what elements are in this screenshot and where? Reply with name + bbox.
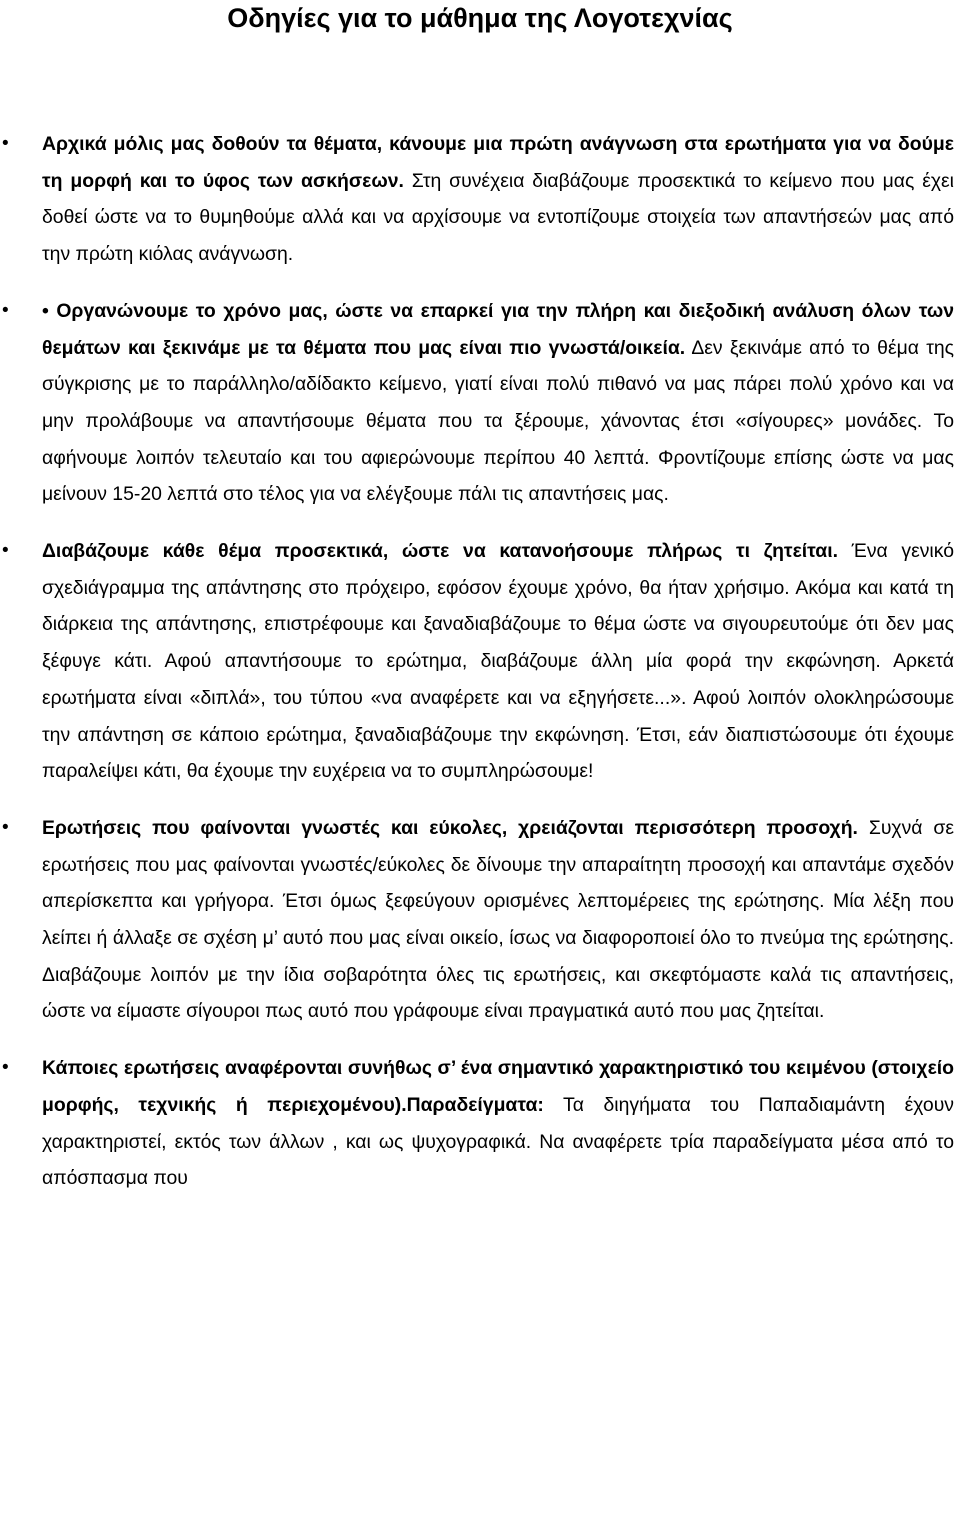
item-body: Συχνά σε ερωτήσεις που μας φαίνονται γνωστές/εύκολες δε δίνουμε την απαραίτητη προσοχή και απαντάμε σχεδόν απερίσκεπτα και γρήγορα. Έτσι όμως ξεφεύγουν ορισμένες λεπτομέρειες της ερώτησης. Μία λέξη που λείπει ή άλλαξε σε σχέση μ’ αυτό που μας είναι οικείο, ίσως να διαφοροποιεί όλο το πνεύμα της ερώτησης. Διαβάζουμε λοιπόν με την ίδια σοβαρότητα όλες τις ερωτήσεις, και σκεφτόμαστε καλά τις απαντήσεις, ώστε να είμαστε σίγουροι πως αυτό που γράφουμε είναι πραγματικά αυτό που μας ζητείται. <box>42 816 955 1023</box>
bullet-icon: • <box>2 1057 9 1079</box>
page-title: Οδηγίες για το μάθημα της Λογοτεχνίας <box>227 3 733 33</box>
list-item <box>0 1050 960 1197</box>
bullet-icon: • <box>2 816 9 838</box>
bullet-icon: • <box>2 299 9 321</box>
item-body: Στη συνέχεια διαβάζουμε προσεκτικά το κείμενο που μας έχει δοθεί ώστε να το θυμηθούμε αλλά και να αρχίσουμε να εντοπίζουμε στοιχεία των απαντήσεών μας από την πρώτη κιόλας ανάγνωση. <box>42 169 954 266</box>
item-body: Δεν ξεκινάμε από το θέμα της σύγκρισης με το παράλληλο/αδίδακτο κείμενο, γιατί είναι πολύ πιθανό να μας πάρει πολύ χρόνο και να μην προλάβουμε να απαντήσουμε θέματα που τα ξέρουμε, χάνοντας έτσι «σίγουρες» μονάδες. Το αφήνουμε λοιπόν τελευταίο και του αφιερώνουμε περίπου 40 λεπτά. Φροντίζουμε επίσης ώστε να μας μείνουν 15-20 λεπτά στο τέλος για να ελέγξουμε πάλι τις απαντήσεις μας. <box>42 336 954 506</box>
item-body: Ένα γενικό σχεδιάγραμμα της απάντησης στο πρόχειρο, εφόσον έχουμε χρόνο, θα ήταν χρήσιμο. Ακόμα και κατά τη διάρκεια της απάντησης, επιστρέφουμε και ξαναδιαβάζουμε το θέμα ώστε να σιγουρευτούμε ότι δεν μας ξέφυγε κάτι. Αφού απαντήσουμε το ερώτημα, διαβάζουμε άλλη μία φορά την εκφώνηση. Αρκετά ερωτήματα είναι «διπλά», του τύπου «να αναφέρετε και να εξηγήσετε...». Αφού λοιπόν ολοκληρώσουμε την απάντηση σε κάποιο ερώτημα, ξαναδιαβάζουμε την εκφώνηση. Έτσι, εάν διαπιστώσουμε ότι έχουμε παραλείψει κάτι, θα έχουμε την ευχέρεια να το συμπληρώσουμε! <box>42 540 954 783</box>
list-item <box>0 293 960 513</box>
list-item <box>0 533 960 790</box>
item-lead-bold: Αρχικά μόλις μας δοθούν τα θέματα, κάνουμε μια πρώτη ανάγνωση στα ερωτήματα για να δούμε τη μορφή και το ύφος των ασκήσεων. <box>42 133 954 192</box>
list-item <box>0 810 960 1030</box>
list-item <box>0 126 960 273</box>
bullet-icon: • <box>2 540 9 562</box>
guidelines-list <box>0 126 960 1197</box>
item-body: Τα διηγήματα του Παπαδιαμάντη έχουν χαρακτηριστεί, εκτός των άλλων , και ως ψυχογραφικά. Να αναφέρετε τρία παραδείγματα μέσα από το απόσπασμα που <box>42 1093 954 1190</box>
bullet-icon: • <box>2 133 9 154</box>
item-lead-bold: Ερωτήσεις που φαίνονται γνωστές και εύκολες, χρειάζονται περισσότερη προσοχή. <box>42 816 858 839</box>
item-lead-bold: • Οργανώνουμε το χρόνο μας, ώστε να επαρκεί για την πλήρη και διεξοδική ανάλυση όλων των θεμάτων και ξεκινάμε με τα θέματα που μας είναι πιο γνωστά/οικεία. <box>42 299 954 359</box>
item-lead-bold: Διαβάζουμε κάθε θέμα προσεκτικά, ώστε να κατανοήσουμε πλήρως τι ζητείται. <box>42 540 838 563</box>
item-lead-bold: Κάποιες ερωτήσεις αναφέρονται συνήθως σ’ ένα σημαντικό χαρακτηριστικό του κειμένου (στοιχείο μορφής, τεχνικής ή περιεχομένου).Παραδείγματα: <box>42 1057 954 1116</box>
